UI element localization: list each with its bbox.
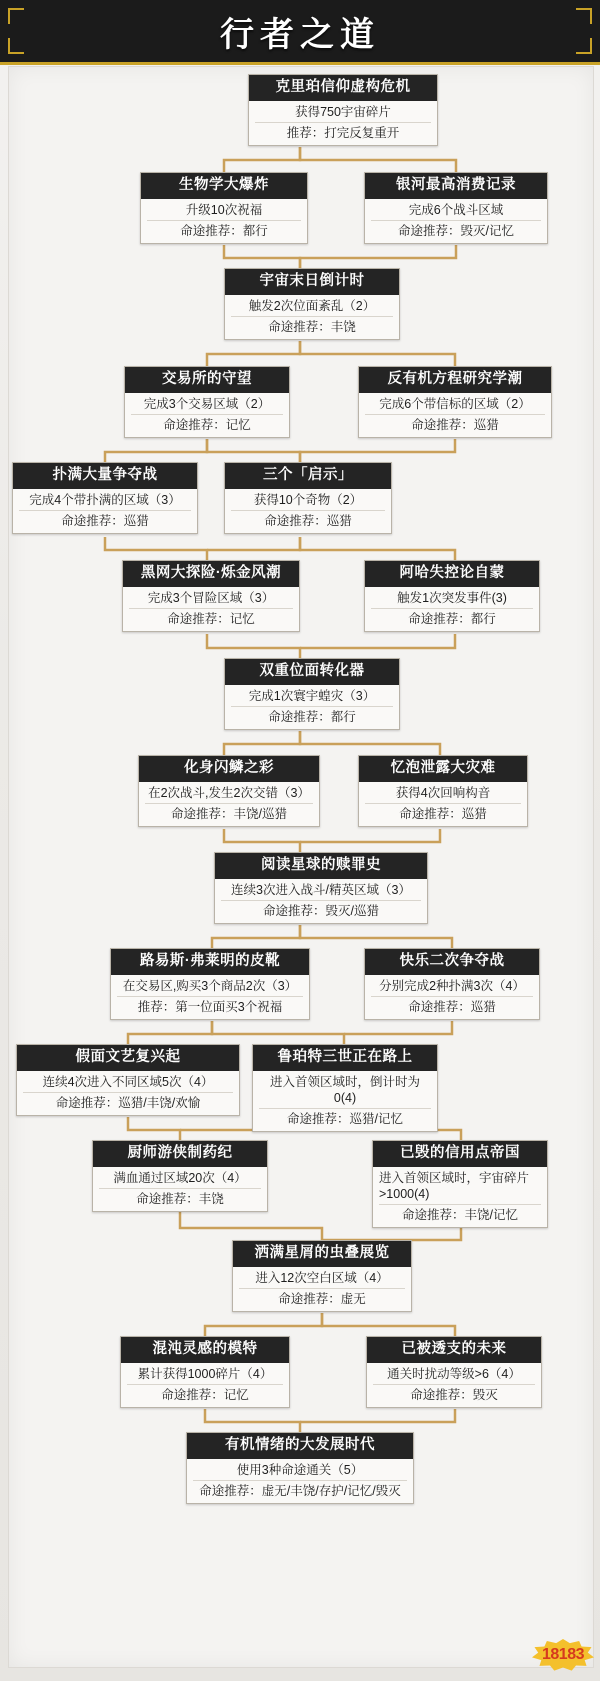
node-rec: 命途推荐：都行: [371, 608, 533, 627]
node-n1[interactable]: [248, 74, 438, 146]
node-n2[interactable]: [140, 172, 308, 244]
node-desc: 完成6个带信标的区域（2）: [379, 396, 531, 411]
node-rec: 命途推荐：毁灭/记忆: [371, 220, 541, 239]
node-title: 忆泡泄露大灾难: [359, 756, 527, 782]
node-title: 厨师游侠制药纪: [93, 1141, 267, 1167]
node-body: [123, 587, 299, 632]
node-rec: 命途推荐：毁灭: [373, 1384, 535, 1403]
node-title: 化身闪鳞之彩: [139, 756, 319, 782]
node-rec: 命途推荐：都行: [147, 220, 301, 239]
page-title: 行者之道: [220, 15, 380, 54]
node-desc: 触发1次突发事件(3): [397, 590, 507, 605]
node-desc: 触发2次位面紊乱（2）: [248, 298, 376, 313]
node-n13[interactable]: [358, 755, 528, 827]
node-rec: 命途推荐：毁灭/巡猎: [221, 900, 421, 919]
node-body: [359, 782, 527, 827]
node-desc: 升级10次祝福: [185, 202, 263, 217]
node-rec: 命途推荐：巡猎: [371, 996, 533, 1015]
node-body: [139, 782, 319, 827]
node-title: 混沌灵感的模特: [121, 1337, 289, 1363]
page-header: [0, 0, 600, 65]
node-desc: 连续4次进入不同区域5次（4）: [42, 1074, 214, 1089]
header-corner-top-left: [8, 8, 24, 24]
node-desc: 使用3种命途通关（5）: [236, 1462, 364, 1477]
node-body: [365, 975, 539, 1020]
node-desc: 完成4个带扑满的区域（3）: [29, 492, 181, 507]
node-title: 有机情绪的大发展时代: [187, 1433, 413, 1459]
node-body: [93, 1167, 267, 1212]
header-corner-top-right: [576, 8, 592, 24]
node-desc: 获得4次回响构音: [395, 785, 491, 800]
node-rec: 命途推荐：记忆: [129, 608, 293, 627]
node-body: [13, 489, 197, 534]
node-n20[interactable]: [372, 1140, 548, 1228]
node-n14[interactable]: [214, 852, 428, 924]
node-n12[interactable]: [138, 755, 320, 827]
node-n18[interactable]: [252, 1044, 438, 1132]
node-body: [17, 1071, 239, 1116]
node-rec: 命途推荐：记忆: [127, 1384, 283, 1403]
node-desc: 完成3个交易区域（2）: [143, 396, 271, 411]
node-n19[interactable]: [92, 1140, 268, 1212]
node-rec: 命途推荐：虚无/丰饶/存护/记忆/毁灭: [193, 1480, 407, 1499]
header-corner-bottom-left: [8, 38, 24, 54]
node-body: [111, 975, 309, 1020]
node-title: 洒满星屑的虫叠展览: [233, 1241, 411, 1267]
node-title: 鲁珀特三世正在路上: [253, 1045, 437, 1071]
node-body: [249, 101, 437, 146]
node-rec: 命途推荐：巡猎: [365, 414, 545, 433]
node-n11[interactable]: [224, 658, 400, 730]
node-n23[interactable]: [366, 1336, 542, 1408]
node-desc: 在交易区,购买3个商品2次（3）: [122, 978, 298, 993]
node-rec: 命途推荐：记忆: [131, 414, 283, 433]
node-desc: 进入12次空白区域（4）: [255, 1270, 389, 1285]
node-body: [225, 489, 391, 534]
node-title: 已毁的信用点帝国: [373, 1141, 547, 1167]
node-body: [365, 199, 547, 244]
node-title: 双重位面转化器: [225, 659, 399, 685]
node-n16[interactable]: [364, 948, 540, 1020]
node-n5[interactable]: [124, 366, 290, 438]
node-desc: 完成1次寰宇蝗灾（3）: [248, 688, 376, 703]
node-title: 生物学大爆炸: [141, 173, 307, 199]
node-desc: 完成6个战斗区域: [408, 202, 504, 217]
node-body: [359, 393, 551, 438]
node-body: [253, 1071, 437, 1132]
node-rec: 命途推荐：都行: [231, 706, 393, 725]
node-title: 克里珀信仰虚构危机: [249, 75, 437, 101]
node-title: 交易所的守望: [125, 367, 289, 393]
node-title: 阅读星球的赎罪史: [215, 853, 427, 879]
node-desc: 在2次战斗,发生2次交错（3）: [148, 785, 310, 800]
node-n3[interactable]: [364, 172, 548, 244]
node-body: [233, 1267, 411, 1312]
node-rec: 命途推荐：虚无: [239, 1288, 405, 1307]
node-n9[interactable]: [122, 560, 300, 632]
node-n4[interactable]: [224, 268, 400, 340]
node-title: 银河最高消费记录: [365, 173, 547, 199]
node-rec: 命途推荐：巡猎: [19, 510, 191, 529]
node-n22[interactable]: [120, 1336, 290, 1408]
node-desc: 分别完成2种扑满3次（4）: [379, 978, 525, 993]
node-rec: 命途推荐：巡猎/丰饶/欢愉: [23, 1092, 233, 1111]
node-title: 已被透支的未来: [367, 1337, 541, 1363]
node-n15[interactable]: [110, 948, 310, 1020]
node-title: 阿哈失控论自蒙: [365, 561, 539, 587]
node-rec: 命途推荐：巡猎/记忆: [259, 1108, 431, 1127]
node-title: 快乐二次争夺战: [365, 949, 539, 975]
site-watermark: [532, 1637, 594, 1677]
node-title: 假面文艺复兴起: [17, 1045, 239, 1071]
node-body: [121, 1363, 289, 1408]
node-title: 宇宙末日倒计时: [225, 269, 399, 295]
node-rec: 推荐：第一位面买3个祝福: [117, 996, 303, 1015]
node-desc: 完成3个冒险区域（3）: [147, 590, 275, 605]
node-body: [365, 587, 539, 632]
node-body: [141, 199, 307, 244]
watermark-label: 18183: [542, 1646, 584, 1663]
node-n17[interactable]: [16, 1044, 240, 1116]
node-body: [215, 879, 427, 924]
node-desc: 进入首领区域时，倒计时为0(4): [269, 1074, 420, 1105]
node-body: [367, 1363, 541, 1408]
node-rec: 命途推荐：丰饶: [99, 1188, 261, 1207]
node-title: 三个「启示」: [225, 463, 391, 489]
node-body: [373, 1167, 547, 1228]
node-rec: 命途推荐：巡猎: [365, 803, 521, 822]
node-desc: 进入首领区域时，宇宙碎片>1000(4): [379, 1170, 530, 1201]
node-desc: 累计获得1000碎片（4）: [137, 1366, 273, 1381]
node-desc: 通关时扰动等级>6（4）: [387, 1366, 521, 1381]
node-rec: 命途推荐：丰饶/巡猎: [145, 803, 313, 822]
node-rec: 推荐：打完反复重开: [255, 122, 431, 141]
header-corner-bottom-right: [576, 38, 592, 54]
node-n7[interactable]: [12, 462, 198, 534]
node-body: [125, 393, 289, 438]
node-n21[interactable]: [232, 1240, 412, 1312]
node-title: 路易斯·弗莱明的皮靴: [111, 949, 309, 975]
node-title: 反有机方程研究学潮: [359, 367, 551, 393]
node-title: 扑满大量争夺战: [13, 463, 197, 489]
node-desc: 满血通过区域20次（4）: [113, 1170, 247, 1185]
node-title: 黑网大探险·烁金风潮: [123, 561, 299, 587]
node-n6[interactable]: [358, 366, 552, 438]
node-desc: 连续3次进入战斗/精英区域（3）: [231, 882, 411, 897]
node-body: [225, 685, 399, 730]
node-n10[interactable]: [364, 560, 540, 632]
node-desc: 获得10个奇物（2）: [253, 492, 363, 507]
node-rec: 命途推荐：丰饶: [231, 316, 393, 335]
node-body: [225, 295, 399, 340]
node-desc: 获得750宇宙碎片: [295, 104, 391, 119]
node-body: [187, 1459, 413, 1504]
node-rec: 命途推荐：巡猎: [231, 510, 385, 529]
node-rec: 命途推荐：丰饶/记忆: [379, 1204, 541, 1223]
node-n24[interactable]: [186, 1432, 414, 1504]
node-n8[interactable]: [224, 462, 392, 534]
